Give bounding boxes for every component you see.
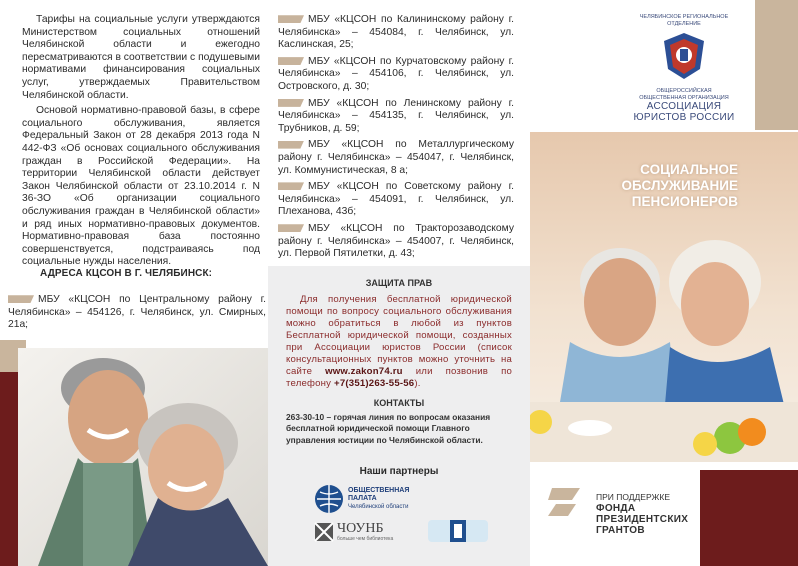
- globe-icon: [314, 484, 344, 514]
- paragraph-tariffs: Тарифы на социальные услуги утверждаются Министерством социальных отношений Челябинской области и ежегодно пересматриваются в соответствии с подушевыми нормативами финансирования социальных услуг, утверждаемых Правительством Челябинской области.: [22, 14, 260, 101]
- list-item: МБУ «КЦСОН по Металлургическому району г. Челябинска» – 454047, г. Челябинск, ул. Коммунистическая, 8 а;: [278, 139, 514, 176]
- list-item: МБУ «КЦСОН по Калининскому району г. Челябинска» – 454084, г. Челябинск, ул. Каслинская, 25;: [278, 14, 514, 51]
- bullet-bar: [278, 224, 304, 232]
- intro-text: [22, 14, 260, 269]
- site-link[interactable]: www.zakon74.ru: [325, 366, 403, 377]
- chounb-logo: ЧОУНБ больше чем библиотека: [314, 522, 393, 542]
- palata-logo: ОБЩЕСТВЕННАЯ ПАЛАТА Челябинской области: [314, 484, 409, 514]
- association-logo: ЧЕЛЯБИНСКОЕ РЕГИОНАЛЬНОЕ ОТДЕЛЕНИЕ ОБЩЕРОССИЙСКАЯ ОБЩЕСТВЕННАЯ ОРГАНИЗАЦИЯ АССОЦИАЦИЯ ЮРИСТОВ РОССИИ: [633, 14, 735, 123]
- tan-accent-top: [755, 0, 798, 130]
- phone-number[interactable]: +7(351)263-55-56: [334, 378, 415, 389]
- list-item: МБУ «КЦСОН по Тракторозаводскому району г. Челябинска» – 454007, г. Челябинск, ул. Первой Пятилетки, д. 43;: [278, 222, 514, 260]
- bullet-bar: [278, 141, 304, 149]
- list-item: МБУ «КЦСОН по Курчатовскому району г. Челябинска» – 454106, г. Челябинск, ул. Островского, д. 30;: [278, 55, 514, 92]
- prava-heading: ЗАЩИТА ПРАВ: [365, 278, 433, 288]
- maroon-accent: [700, 470, 798, 566]
- bullet-bar: [8, 295, 34, 303]
- bullet-bar: [278, 182, 304, 190]
- grant-fund-icon: [546, 486, 586, 520]
- bullet-bar: [278, 57, 304, 65]
- cover-title: СОЦИАЛЬНОЕ ОБСЛУЖИВАНИЕ ПЕНСИОНЕРОВ: [621, 162, 738, 209]
- bullet-bar: [278, 99, 304, 107]
- prava-text: Для получения бесплатной юридической помощи по вопросу социального обслуживания можно обратиться в любой из пунктов Бесплатной юридической помощи, созданных при Ассоциации юристов России (список консультационных пунктов можно уточнить на сайте www.zakon74.ru или позвонив по телефону +7(351)263-55-56).: [286, 294, 513, 389]
- support-text: ПРИ ПОДДЕРЖКЕ ФОНДА ПРЕЗИДЕНТСКИХ ГРАНТОВ: [596, 492, 689, 536]
- maroon-accent-left: [0, 372, 18, 566]
- emblem-icon: [658, 29, 710, 81]
- list-item: МБУ «КЦСОН по Советскому району г. Челябинска» – 454091, г. Челябинск, ул. Плеханова, 43б;: [278, 181, 514, 218]
- contacts-text: 263-30-10 – горячая линия по вопросам оказания бесплатной юридической помощи Главного управления юстиции по Челябинской области.: [286, 412, 491, 445]
- contacts-heading: КОНТАКТЫ: [373, 398, 425, 408]
- addresses-heading: АДРЕСА КЦСОН В Г. ЧЕЛЯБИНСК:: [40, 268, 213, 279]
- library-icon: [314, 522, 334, 542]
- couple-photo: [18, 348, 268, 566]
- partner-emblem-icon: [428, 518, 488, 544]
- partners-heading: Наши партнеры: [359, 466, 439, 477]
- paragraph-legal-base: Основой нормативно-правовой базы, в сфере социального обслуживания, является Федеральный Закон от 28 декабря 2013 года N 442-ФЗ «Об основах социального обслуживания граждан в Российской Федерации». На территории Челябинской области действует Закон Челябинской области от 23.10.2014 г. N 36-ЗО «Об организации социального обслуживания граждан в Челябинской области» и ряд иных нормативно-правовых документов. Нормативно-правовая база постоянно совершенствуется, подстраиваясь под социальные нужды населения.: [22, 105, 260, 268]
- address-central: МБУ «КЦСОН по Центральному району г. Челябинска» – 454126, г. Челябинск, ул. Смирных, 21а;: [8, 294, 266, 331]
- list-item: МБУ «КЦСОН по Ленинскому району г. Челябинска» – 454135, г. Челябинск, ул. Трубников, д. 59;: [278, 97, 514, 134]
- bullet-bar: [278, 15, 304, 23]
- address-list: [278, 14, 514, 265]
